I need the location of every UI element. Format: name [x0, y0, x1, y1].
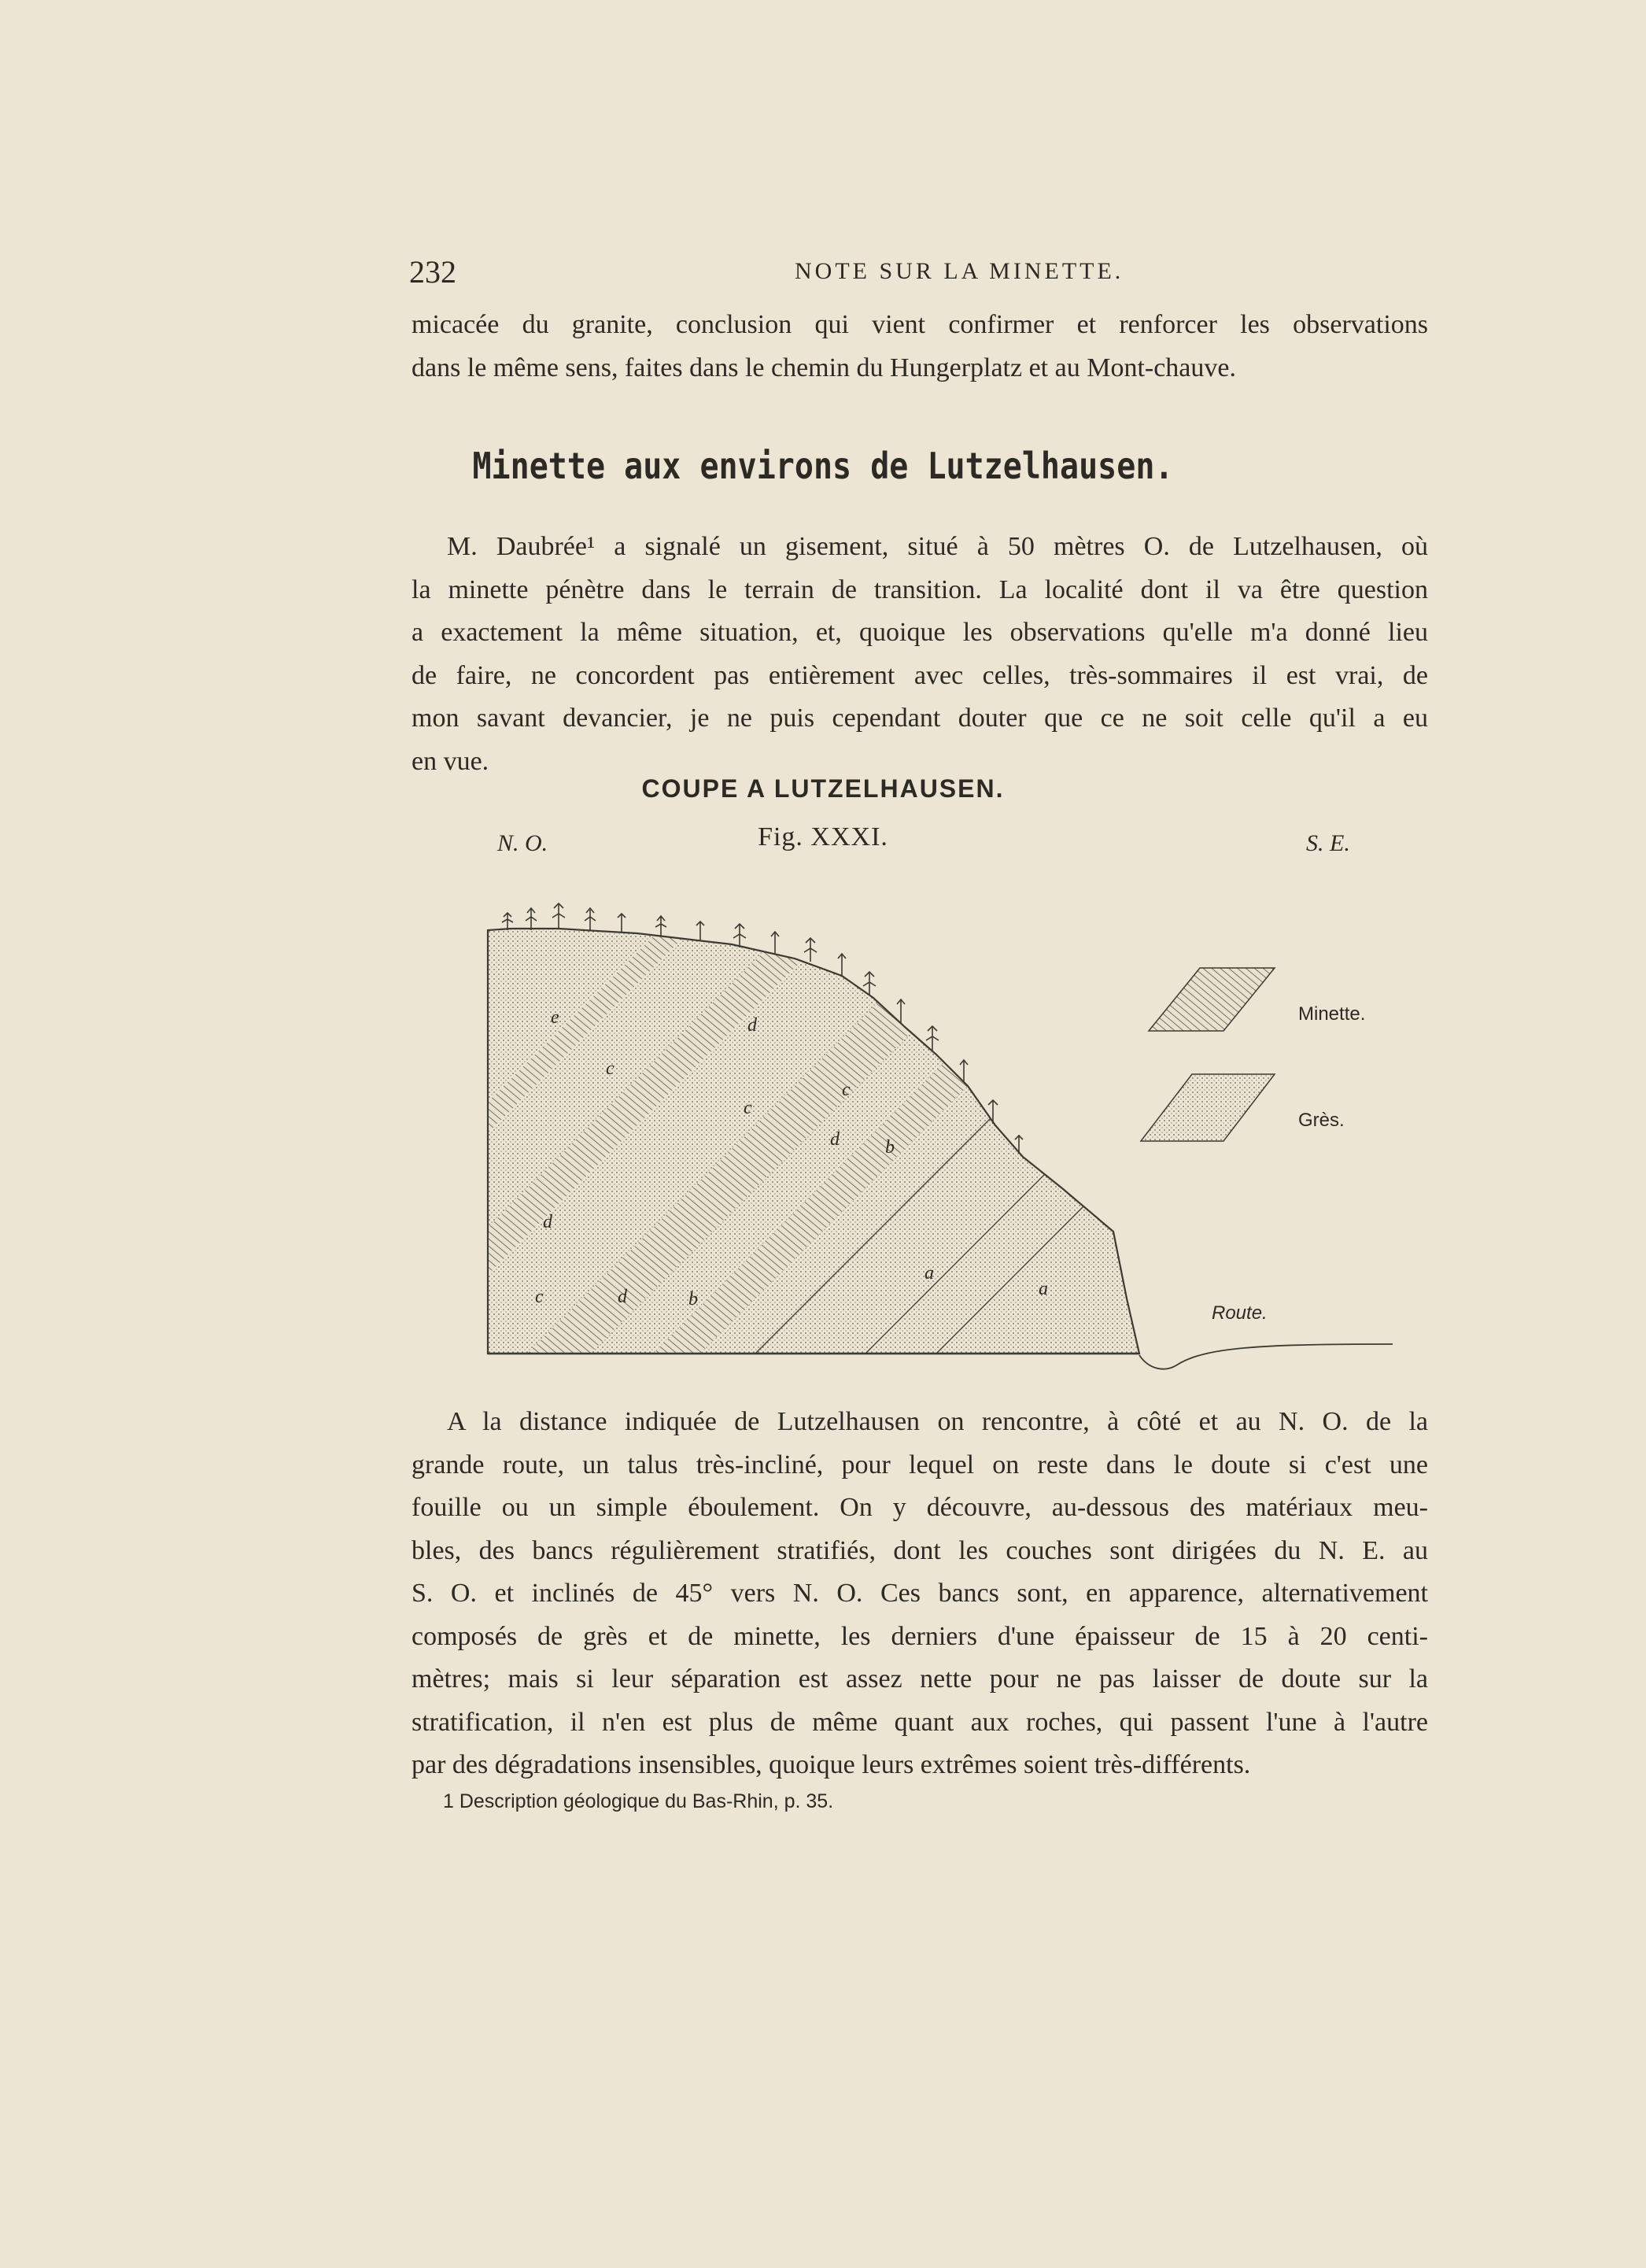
layer-letter: c [606, 1058, 614, 1079]
intro-paragraph [412, 304, 1428, 390]
layer-letter: a [924, 1263, 934, 1284]
text-line: dans le même sens, faites dans le chemin du Hungerplatz et au Mont-chauve. [412, 353, 1236, 382]
section-drawing [464, 874, 1408, 1377]
running-head [409, 253, 1428, 291]
text-line: stratification, il n'en est plus de même quant aux roches, qui passent l'une à l'autre [412, 1707, 1428, 1737]
layer-letter: c [744, 1098, 752, 1118]
paragraph-2 [412, 1401, 1428, 1787]
orientation-southeast: S. E. [1306, 830, 1350, 856]
legend-minette-swatch [1149, 968, 1275, 1031]
text-line: grande route, un talus très-incliné, pour lequel on reste dans le doute si c'est une [412, 1450, 1428, 1479]
layer-letter: b [885, 1137, 895, 1158]
text-line: mètres; mais si leur séparation est assez nette pour ne pas laisser de doute sur la [412, 1664, 1428, 1694]
layer-letter: b [688, 1289, 698, 1309]
page-number: 232 [409, 254, 456, 290]
geological-section-figure [464, 874, 1408, 1377]
text-line: a exactement la même situation, et, quoique les observations qu'elle m'a donné lieu [412, 618, 1428, 647]
layer-letter: d [618, 1287, 627, 1307]
layer-letter: d [830, 1129, 840, 1150]
layer-letter: c [535, 1287, 544, 1307]
layer-letter: e [551, 1007, 559, 1028]
text-line: en vue. [412, 746, 489, 776]
section-heading: Minette aux environs de Lutzelhausen. [472, 445, 1174, 488]
text-line: par des dégradations insensibles, quoique leurs extrêmes soient très-différents. [412, 1750, 1251, 1779]
figure-label: Fig. XXXI. [758, 822, 888, 851]
text-line: bles, des bancs régulièrement stratifiés, dont les couches sont dirigées du N. E. au [412, 1535, 1428, 1565]
text-line: S. O. et inclinés de 45° vers N. O. Ces bancs sont, en apparence, alternativement [412, 1579, 1428, 1608]
layer-letter: a [1039, 1279, 1048, 1299]
text-line: fouille ou un simple éboulement. On y découvre, au-dessous des matériaux meu- [412, 1493, 1428, 1522]
strata-section [464, 874, 1251, 1377]
figure-title: COUPE A LUTZELHAUSEN. [641, 774, 1005, 803]
text-line: M. Daubrée¹ a signalé un gisement, situé à 50 mètres O. de Lutzelhausen, où [447, 532, 1428, 561]
legend-gres-swatch [1141, 1074, 1275, 1141]
layer-letter: d [747, 1015, 757, 1036]
running-title: NOTE SUR LA MINETTE. [795, 258, 1124, 284]
legend-gres-label: Grès. [1298, 1110, 1345, 1131]
road-label: Route. [1212, 1302, 1268, 1324]
text-line: A la distance indiquée de Lutzelhausen on rencontre, à côté et au N. O. de la [447, 1407, 1428, 1436]
layer-letter: c [842, 1080, 851, 1100]
paragraph-1 [412, 526, 1428, 783]
legend-minette-label: Minette. [1298, 1003, 1366, 1025]
orientation-northwest: N. O. [497, 830, 548, 856]
text-line: micacée du granite, conclusion qui vient confirmer et renforcer les observations [412, 310, 1428, 339]
text-line: mon savant devancier, je ne puis cependant douter que ce ne soit celle qu'il a eu [412, 704, 1428, 733]
text-line: de faire, ne concordent pas entièrement avec celles, très-sommaires il est vrai, de [412, 660, 1428, 690]
layer-letter: d [543, 1212, 552, 1232]
footnote: 1 Description géologique du Bas-Rhin, p. 35. [443, 1790, 834, 1812]
text-line: la minette pénètre dans le terrain de transition. La localité dont il va être question [412, 574, 1428, 604]
text-line: composés de grès et de minette, les derniers d'une épaisseur de 15 à 20 centi- [412, 1621, 1428, 1651]
